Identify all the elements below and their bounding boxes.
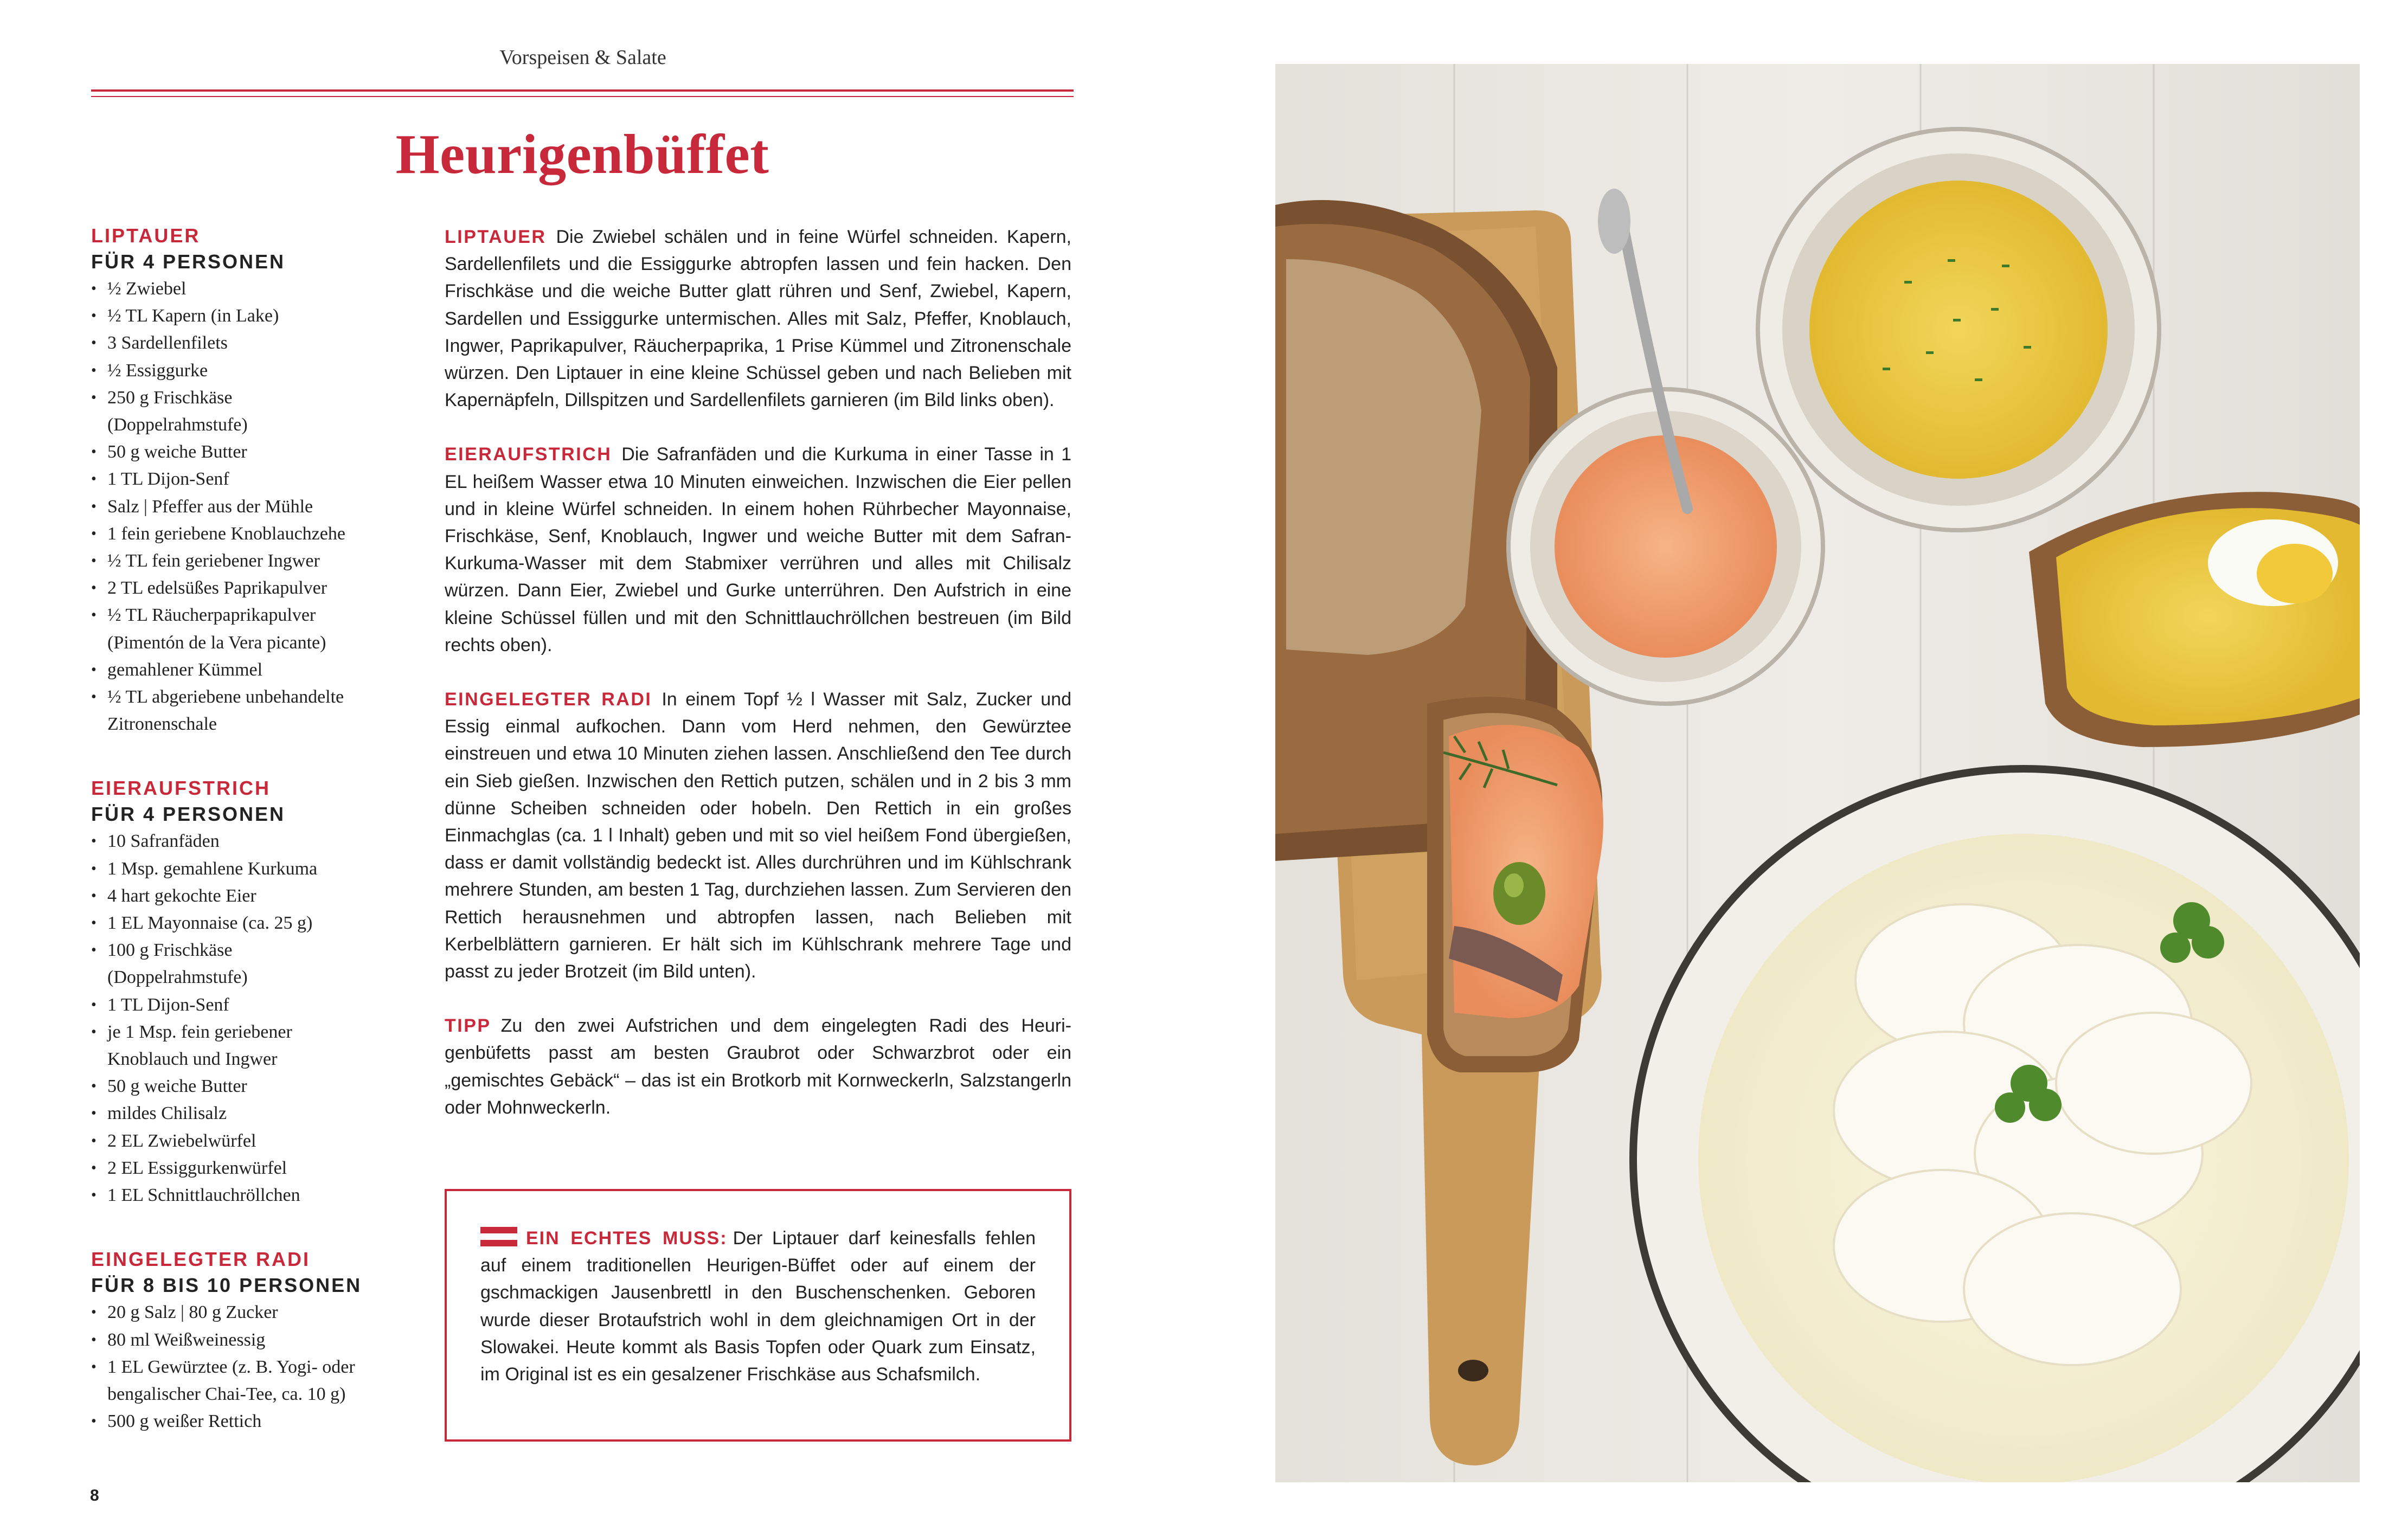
ingredient-item: • 2 EL Essiggurkenwürfel (91, 1155, 416, 1182)
ingredients-title: EIERAUFSTRICH (91, 777, 271, 800)
instruction-text: Die Safranfäden und die Kurkuma in einer Tasse in 1 EL heißem Wasser etwa 10 Minuten einweichen. Inzwischen die Eier pellen und in kleine Würfel schneiden. In einem hohen Rührbecher Mayonnaise, Frischkäse, Senf, Knoblauch, Ingwer und weiche Butter mit dem Safran-Kurkuma-Wasser mit dem Stabmixer verrühren und alles mit Chilisalz würzen. Dann Eier, Zwiebel und Gurke unterrühren. Den Aufstrich in eine kleine Schüssel füllen und mit den Schnittlauchröllchen bestreuen (im Bild rechts oben). (445, 444, 1071, 655)
ingredient-item: • ½ Essiggurke (91, 357, 416, 384)
instruction-heading: LIPTAUER (445, 227, 547, 247)
box-text: Der Liptauer darf keinesfalls fehlen auf einem traditionellen Heurigen-Büffet oder auf einem der gschmackigen Jausenbrettl in den Buschenschenken. Geboren wurde dieser Brotaufstrich wohl in dem gleichnamigen Ort in der Slowakei. Heute kommt als Basis Topfen oder Quark zum Einsatz, im Original ist es ein gesalzener Frischkäse aus Schafsmilch. (480, 1228, 1036, 1385)
ingredient-item: • je 1 Msp. fein geriebener (91, 1019, 416, 1046)
ingredients-eieraufstrich (91, 776, 416, 1209)
ingredient-item: • ½ TL fein geriebener Ingwer (91, 548, 416, 575)
instruction-heading: EIERAUFSTRICH (445, 444, 612, 465)
ingredients-title: EINGELEGTER RADI (91, 1248, 311, 1271)
ingredient-item: Knoblauch und Ingwer (107, 1049, 278, 1070)
ingredient-item: • ½ TL abgeriebene unbehandelte (91, 684, 416, 711)
ingredients-liptauer (91, 223, 416, 738)
ingredient-item: • 2 EL Zwiebelwürfel (91, 1128, 416, 1155)
ingredient-item: • 1 fein geriebene Knoblauchzehe (91, 520, 416, 548)
ingredient-item: (Pimentón de la Vera picante) (107, 632, 326, 653)
ingredient-item: Zitronenschale (107, 714, 217, 735)
ingredient-item: • 1 TL Dijon-Senf (91, 466, 416, 493)
ingredient-item: • 1 EL Gewürztee (z. B. Yogi- oder (91, 1354, 416, 1381)
ingredient-item: • 50 g weiche Butter (91, 439, 416, 466)
austria-flag-icon (480, 1227, 517, 1246)
ingredient-item: • ½ TL Kapern (in Lake) (91, 303, 416, 330)
header-rule-thick (91, 89, 1074, 92)
instruction-liptauer (445, 223, 1071, 414)
ingredient-item: • 20 g Salz | 80 g Zucker (91, 1299, 416, 1326)
ingredient-item: • 50 g weiche Butter (91, 1073, 416, 1100)
ingredient-item: • 1 EL Mayonnaise (ca. 25 g) (91, 910, 416, 937)
instruction-radi (445, 686, 1071, 985)
header-rule-thin (91, 96, 1074, 97)
ingredient-item: • 500 g weißer Rettich (91, 1408, 416, 1435)
instruction-eieraufstrich (445, 441, 1071, 659)
instruction-heading: TIPP (445, 1015, 491, 1037)
ingredient-item: • 3 Sardellenfilets (91, 330, 416, 357)
page-number: 8 (90, 1487, 99, 1504)
ingredient-item: • gemahlener Kümmel (91, 657, 416, 684)
info-box (445, 1189, 1071, 1442)
ingredients-column (91, 223, 416, 1473)
instructions-column (445, 223, 1071, 1148)
ingredient-item: • 100 g Frischkäse (91, 937, 416, 964)
instruction-text: In einem Topf ½ l Wasser mit Salz, Zucker und Essig einmal aufkochen. Dann vom Herd nehmen, den Gewürztee einstreuen und etwa 10 Minuten ziehen lassen. Anschließend den Tee durch ein Sieb gießen. Inzwischen den Rettich putzen, schälen und in 2 bis 3 mm dünne Scheiben schneiden oder hobeln. Den Rettich in ein großes Einmachglas (ca. 1 l Inhalt) geben und mit so viel heißem Fond übergießen, dass er damit vollständig bedeckt ist. Alles durchrühren und im Kühlschrank mehrere Stunden, am besten 1 Tag, durchziehen lassen. Zum Servieren den Rettich herausnehmen und abtropfen lassen, nach Belieben mit Kerbelblättern garnieren. Er hält sich im Kühlschrank mehrere Tage und passt zu jeder Brotzeit (im Bild unten). (445, 689, 1071, 982)
ingredient-item: bengalischer Chai-Tee, ca. 10 g) (107, 1384, 346, 1404)
ingredients-serves: FÜR 4 PERSONEN (91, 250, 286, 273)
page-title: Heurigenbüffet (395, 123, 769, 185)
ingredient-item: • ½ Zwiebel (91, 275, 416, 303)
ingredient-item: (Doppelrahmstufe) (107, 415, 248, 435)
ingredient-item: • 1 TL Dijon-Senf (91, 992, 416, 1019)
instruction-text: Die Zwiebel schälen und in feine Würfel schneiden. Kapern, Sardellenfilets und die Essiggurke abtropfen lassen und fein hacken. Den Frischkäse und die weiche Butter glatt rühren und Senf, Zwiebel, Kapern, Sardellen und Essiggurke untermischen. Alles mit Salz, Pfeffer, Knoblauch, Ingwer, Paprikapulver, Räucherpaprika, 1 Prise Kümmel und Zitronenschale würzen. Den Liptauer in eine kleine Schüssel geben und nach Belieben mit Kapernäpfeln, Dillspitzen und Sardellenfilets garnieren (im Bild links oben). (445, 227, 1071, 411)
ingredient-item: • 2 TL edelsüßes Paprikapulver (91, 575, 416, 602)
ingredients-radi (91, 1247, 416, 1435)
ingredient-item: • ½ TL Räucherpaprikapulver (91, 602, 416, 629)
ingredient-list (91, 828, 416, 1209)
food-photo-illustration (1275, 64, 2360, 1482)
food-photo (1275, 64, 2360, 1482)
instruction-tipp (445, 1012, 1071, 1121)
box-heading: EIN ECHTES MUSS: (526, 1228, 728, 1249)
ingredient-item: • mildes Chilisalz (91, 1100, 416, 1127)
instruction-heading: EINGELEGTER RADI (445, 689, 652, 710)
section-header: Vorspeisen & Salate (499, 46, 666, 69)
ingredients-title: LIPTAUER (91, 224, 201, 247)
ingredient-item: • 1 Msp. gemahlene Kurkuma (91, 856, 416, 883)
ingredient-list (91, 275, 416, 738)
ingredient-item: • 1 EL Schnittlauchröllchen (91, 1182, 416, 1209)
ingredients-serves: FÜR 4 PERSONEN (91, 803, 286, 826)
ingredient-item: • 80 ml Weißweinessig (91, 1327, 416, 1354)
ingredient-item: • Salz | Pfeffer aus der Mühle (91, 493, 416, 520)
ingredient-item: • 10 Safranfäden (91, 828, 416, 855)
ingredient-item: • 250 g Frischkäse (91, 384, 416, 411)
ingredient-list (91, 1299, 416, 1435)
ingredient-item: (Doppelrahmstufe) (107, 967, 248, 988)
ingredients-serves: FÜR 8 BIS 10 PERSONEN (91, 1274, 362, 1297)
instruction-text: Zu den zwei Aufstrichen und dem eingelegten Radi des Heurigenbüfetts passt am besten Graubrot oder Schwarzbrot oder ein „gemischtes Gebäck“ – das ist ein Brotkorb mit Kornweckerln, Salzstangerln oder Mohnweckerln. (445, 1015, 1071, 1118)
ingredient-item: • 4 hart gekochte Eier (91, 883, 416, 910)
